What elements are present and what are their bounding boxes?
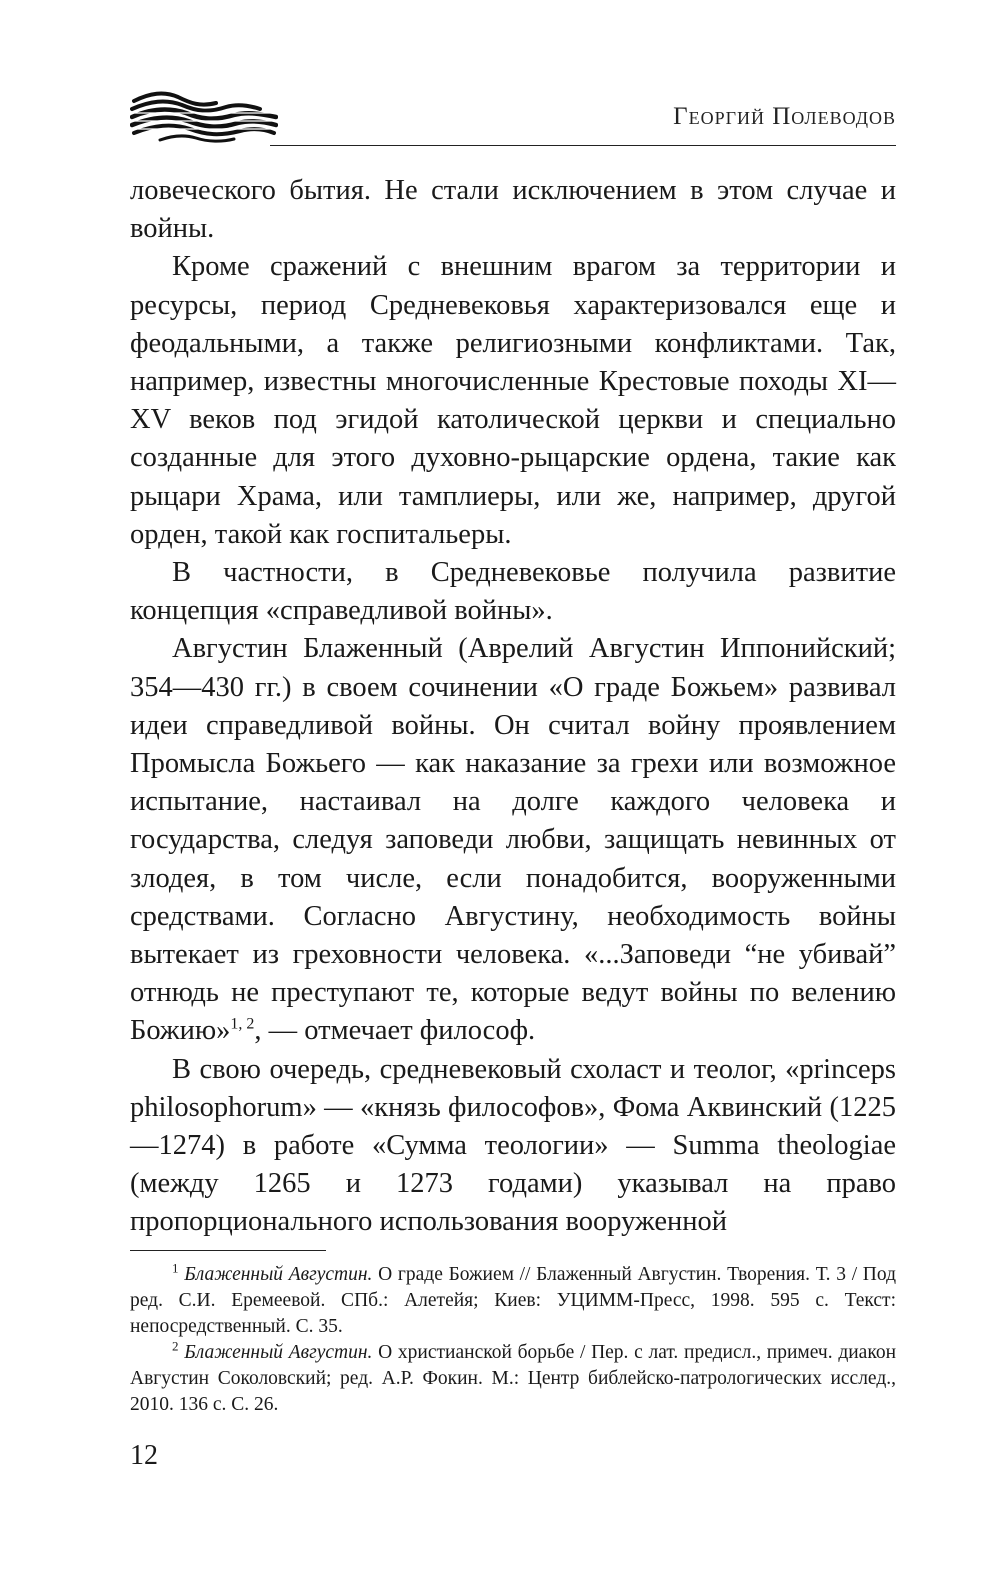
paragraph-2: Кроме сражений с внешним врагом за территории и ресурсы, период Средневековья характеризовался еще и феодальными, а также религиозными конфликтами. Так, например, известны многочисленные Крестовые походы XI—XV веков под эгидой католической церкви и специально созданные для этого духовно-рыцарские ордена, такие как рыцари Храма, или тамплиеры, или же, например, другой орден, такой как госпитальеры.: [130, 251, 896, 550]
paragraph-1: ловеческого бытия. Не стали исключением в этом случае и войны.: [130, 175, 896, 245]
paragraph-4-text: Августин Блаженный (Аврелий Августин Иппонийский; 354—430 гг.) в своем сочинении «О граде Божьем» развивал идеи справедливой войны. Он считал войну проявлением Промысла Божьего — как наказание за грехи или возможное испытание, настаивал на долге каждого человека и государства, следуя заповеди любви, защищать невинных от злодея, в том числе, если понадобится, вооруженными средствами. Согласно Августину, необходимость войны вытекает из греховности человека. «...Заповеди “не убивай” отнюдь не преступают те, которые ведут войны по велению Божию»: [130, 633, 896, 1047]
paragraph-4: [130, 630, 896, 1050]
page-number: 12: [130, 1440, 158, 1471]
footnotes: [130, 1262, 896, 1418]
header-rule: [270, 145, 896, 146]
running-head: Георгий Полеводов: [673, 103, 896, 130]
footnote-number: 1: [172, 1260, 179, 1276]
footnote-author: Блаженный Августин.: [184, 1342, 373, 1363]
paragraph-3: В частности, в Средневековье получила развитие концепция «справедливой войны».: [130, 557, 896, 627]
footnote-1: [130, 1262, 896, 1340]
wave-stripes-logo-icon: [130, 87, 278, 145]
footnote-author: Блаженный Августин.: [184, 1264, 373, 1285]
footnote-2: [130, 1340, 896, 1418]
footnote-rule: [130, 1250, 326, 1251]
footnote-reference[interactable]: 1, 2: [230, 1015, 255, 1033]
paragraph-5: В свою очередь, средневековый схоласт и теолог, «princeps philosophorum» — «князь философов», Фома Аквинский (1225—1274) в работе «Сумма теологии» — Summa theologiae (между 1265 и 1273 годами) указывал на право пропорционального использования вооруженной: [130, 1053, 896, 1238]
footnote-text: О граде Божием // Блаженный Августин. Творения. Т. 3 / Под ред. С.И. Еремеевой. СПб.: Алетейя; Киев: УЦИММ-Пресс, 1998. 595 с. Текст: непосредственный. С. 35.: [130, 1264, 896, 1337]
footnote-number: 2: [172, 1338, 179, 1354]
page-header: [130, 85, 896, 150]
main-text: [130, 172, 896, 1242]
paragraph-4-tail: , — отмечает философ.: [254, 1015, 536, 1047]
footnote-text: О христианской борьбе / Пер. с лат. предисл., примеч. диакон Августин Соколовский; ред. А.Р. Фокин. М.: Центр библейско-патрологических исслед., 2010. 136 с. С. 26.: [130, 1342, 897, 1415]
